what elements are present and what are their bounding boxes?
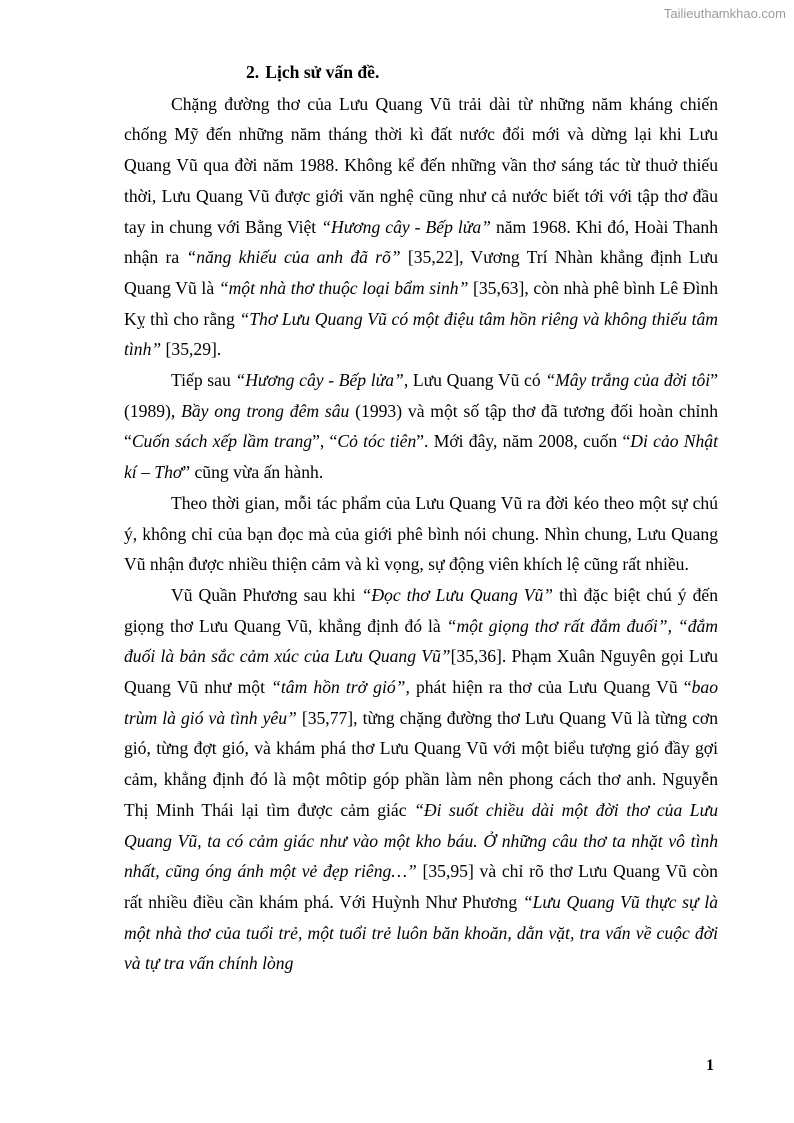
text-run: [35,77], từng chặng đường thơ Lưu Quang Vũ là từng cơn gió, từng đợt gió, và khám phá thơ Lưu Quang Vũ với một biểu tượng gió đầy gợi cảm, khẳng định đó là một môtip góp phần làm nên phong cách thơ anh. Nguyễn Thị Minh Thái lại tìm được cảm giác	[124, 707, 718, 820]
section-heading	[246, 57, 718, 88]
text-run: [35,22], Vương Trí Nhàn khẳng định Lưu Quang Vũ là	[124, 247, 718, 298]
text-run: ”. Mới đây, năm 2008, cuốn “	[416, 431, 631, 452]
text-run: ” (1989),	[124, 370, 718, 421]
quote-run: Cuốn sách xếp lầm trang	[131, 431, 313, 452]
text-run: thì đặc biệt chú ý đến giọng thơ Lưu Quang Vũ, khẳng định đó là	[124, 584, 718, 636]
text-run: , phát hiện ra thơ của Lưu Quang Vũ “	[405, 677, 692, 698]
quote-run: “Đọc thơ Lưu Quang Vũ”	[361, 584, 554, 605]
text-run: Tiếp sau	[171, 370, 236, 391]
section-number: 2.	[246, 62, 260, 82]
page-number: 1	[706, 1057, 714, 1074]
text-run: ” cũng vừa ấn hành.	[182, 462, 324, 483]
text-run: [35,29].	[161, 339, 222, 360]
quote-run: bao trùm là gió và tình yêu”	[124, 677, 718, 728]
quote-run: Bầy ong trong đêm sâu	[181, 400, 350, 421]
quote-run: “năng khiếu của anh đã rõ”	[186, 247, 401, 268]
paragraph-1	[124, 89, 718, 365]
text-run: [35,36]. Phạm Xuân Nguyên gọi Lưu Quang Vũ như một	[124, 646, 718, 698]
paragraph-4	[124, 580, 718, 979]
text-run: Theo thời gian, mỗi tác phẩm của Lưu Quang Vũ ra đời kéo theo một sự chú ý, không chỉ của bạn đọc mà của giới phê bình nói chung. Nhìn chung, Lưu Quang Vũ nhận được nhiều thiện cảm và kì vọng, sự động viên khích lệ cũng rất nhiều.	[124, 492, 718, 575]
text-run: [35,95] và chỉ rõ thơ Lưu Quang Vũ còn rất nhiều điều cần khám phá. Với Huỳnh Như Phương	[124, 861, 718, 912]
quote-run: Cỏ tóc tiên	[337, 431, 417, 452]
paragraph-3	[124, 488, 718, 580]
text-run: năm 1968. Khi đó, Hoài Thanh nhận ra	[124, 216, 719, 268]
text-run: [35,63], còn nhà phê bình Lê Đình Kỵ thì cho rằng	[124, 277, 718, 329]
text-run: ”, “	[312, 431, 338, 452]
quote-run: Di cảo Nhật kí – Thơ	[124, 431, 718, 483]
quote-run: “Mây trắng của đời tôi	[545, 370, 711, 391]
quote-run: “một nhà thơ thuộc loại bẩm sinh”	[218, 277, 469, 298]
section-title: Lịch sử vấn đề.	[265, 62, 380, 82]
watermark: Tailieuthamkhao.com	[663, 6, 786, 21]
quote-run: “Thơ Lưu Quang Vũ có một điệu tâm hồn riêng và không thiếu tâm tình”	[124, 308, 718, 360]
document-body	[124, 57, 718, 979]
text-run: , Lưu Quang Vũ có	[403, 370, 546, 391]
quote-run: “Hương cây - Bếp lửa”	[321, 216, 491, 237]
quote-run: “Đi suốt chiều dài một đời thơ của Lưu Quang Vũ, ta có cảm giác như vào một kho báu. Ở những câu thơ ta nhặt vô tình nhất, cũng óng ánh một vẻ đẹp riêng…”	[124, 799, 718, 882]
text-run: Vũ Quần Phương sau khi	[171, 584, 362, 605]
quote-run: “Lưu Quang Vũ thực sự là một nhà thơ của tuổi trẻ, một tuổi trẻ luôn băn khoăn, dằn vặt, tra vấn về cuộc đời và tự tra vấn chính lòng	[124, 891, 718, 974]
text-run: (1993) và một số tập thơ đã tương đối hoàn chỉnh “	[124, 400, 719, 452]
quote-run: “một giọng thơ rất đắm đuối”, “đắm đuối là bản sắc cảm xúc của Lưu Quang Vũ”	[124, 615, 718, 667]
quote-run: “tâm hồn trở gió”	[271, 677, 406, 698]
text-run: Chặng đường thơ của Lưu Quang Vũ trải dài từ những năm kháng chiến chống Mỹ đến những năm tháng thời kì đất nước đổi mới và dừng lại khi Lưu Quang Vũ qua đời năm 1988. Không kể đến những vần thơ sáng tác từ thuở thiếu thời, Lưu Quang Vũ được giới văn nghệ cũng như cả nước biết tới với tập thơ đầu tay in chung với Bằng Việt	[124, 93, 718, 237]
paragraph-2	[124, 365, 718, 488]
quote-run: “Hương cây - Bếp lửa”	[235, 370, 404, 391]
